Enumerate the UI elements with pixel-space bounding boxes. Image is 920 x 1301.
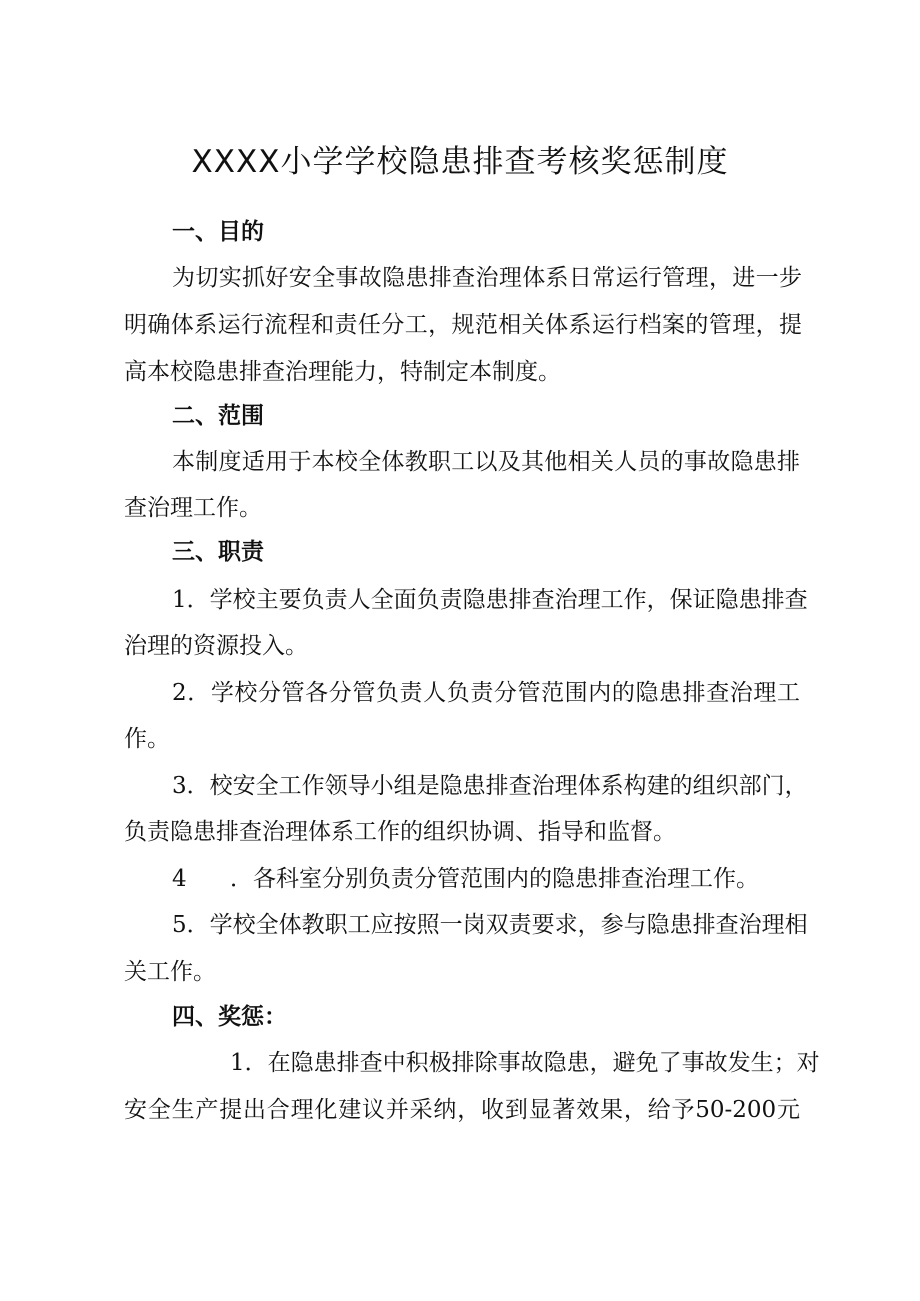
reward-1-line-1: 1．在隐患排查中积极排除事故隐患，避免了事故发生；对 <box>230 1050 820 1076</box>
duty-3-line-2: 负责隐患排查治理体系工作的组织协调、指导和监督。 <box>124 819 676 845</box>
reward-1-line-2: 安全生产提出合理化建议并采纳，收到显著效果，给予50-200元 <box>124 1097 800 1123</box>
duty-4-number: 4 <box>172 866 187 892</box>
purpose-line-1: 为切实抓好安全事故隐患排查治理体系日常运行管理，进一步 <box>172 265 802 291</box>
purpose-line-3: 高本校隐患排查治理能力，特制定本制度。 <box>124 359 561 385</box>
duty-2-line-2: 作。 <box>124 726 170 752</box>
duty-2-line-1: 2．学校分管各分管负责人负责分管范围内的隐患排查治理工 <box>172 680 800 706</box>
document-title: XXXX小学学校隐患排查考核奖惩制度 <box>191 144 729 180</box>
duty-4-text: ．各科室分别负责分管范围内的隐患排查治理工作。 <box>230 866 759 892</box>
duty-5-line-1: 5．学校全体教职工应按照一岗双责要求，参与隐患排查治理相 <box>172 912 808 938</box>
section-heading-duties: 三、职责 <box>172 539 264 565</box>
section-heading-scope: 二、范围 <box>172 403 264 429</box>
scope-line-2: 查治理工作。 <box>124 495 262 521</box>
duty-5-line-2: 关工作。 <box>124 959 216 985</box>
duty-1-line-2: 治理的资源投入。 <box>124 633 308 659</box>
section-heading-rewards: 四、奖惩： <box>172 1004 287 1030</box>
scope-line-1: 本制度适用于本校全体教职工以及其他相关人员的事故隐患排 <box>172 449 800 475</box>
section-heading-purpose: 一、目的 <box>172 219 264 245</box>
duty-1-line-1: 1．学校主要负责人全面负责隐患排查治理工作，保证隐患排查 <box>172 587 808 613</box>
purpose-line-2: 明确体系运行流程和责任分工，规范相关体系运行档案的管理，提 <box>124 312 802 338</box>
duty-3-line-1: 3．校安全工作领导小组是隐患排查治理体系构建的组织部门， <box>172 773 808 799</box>
